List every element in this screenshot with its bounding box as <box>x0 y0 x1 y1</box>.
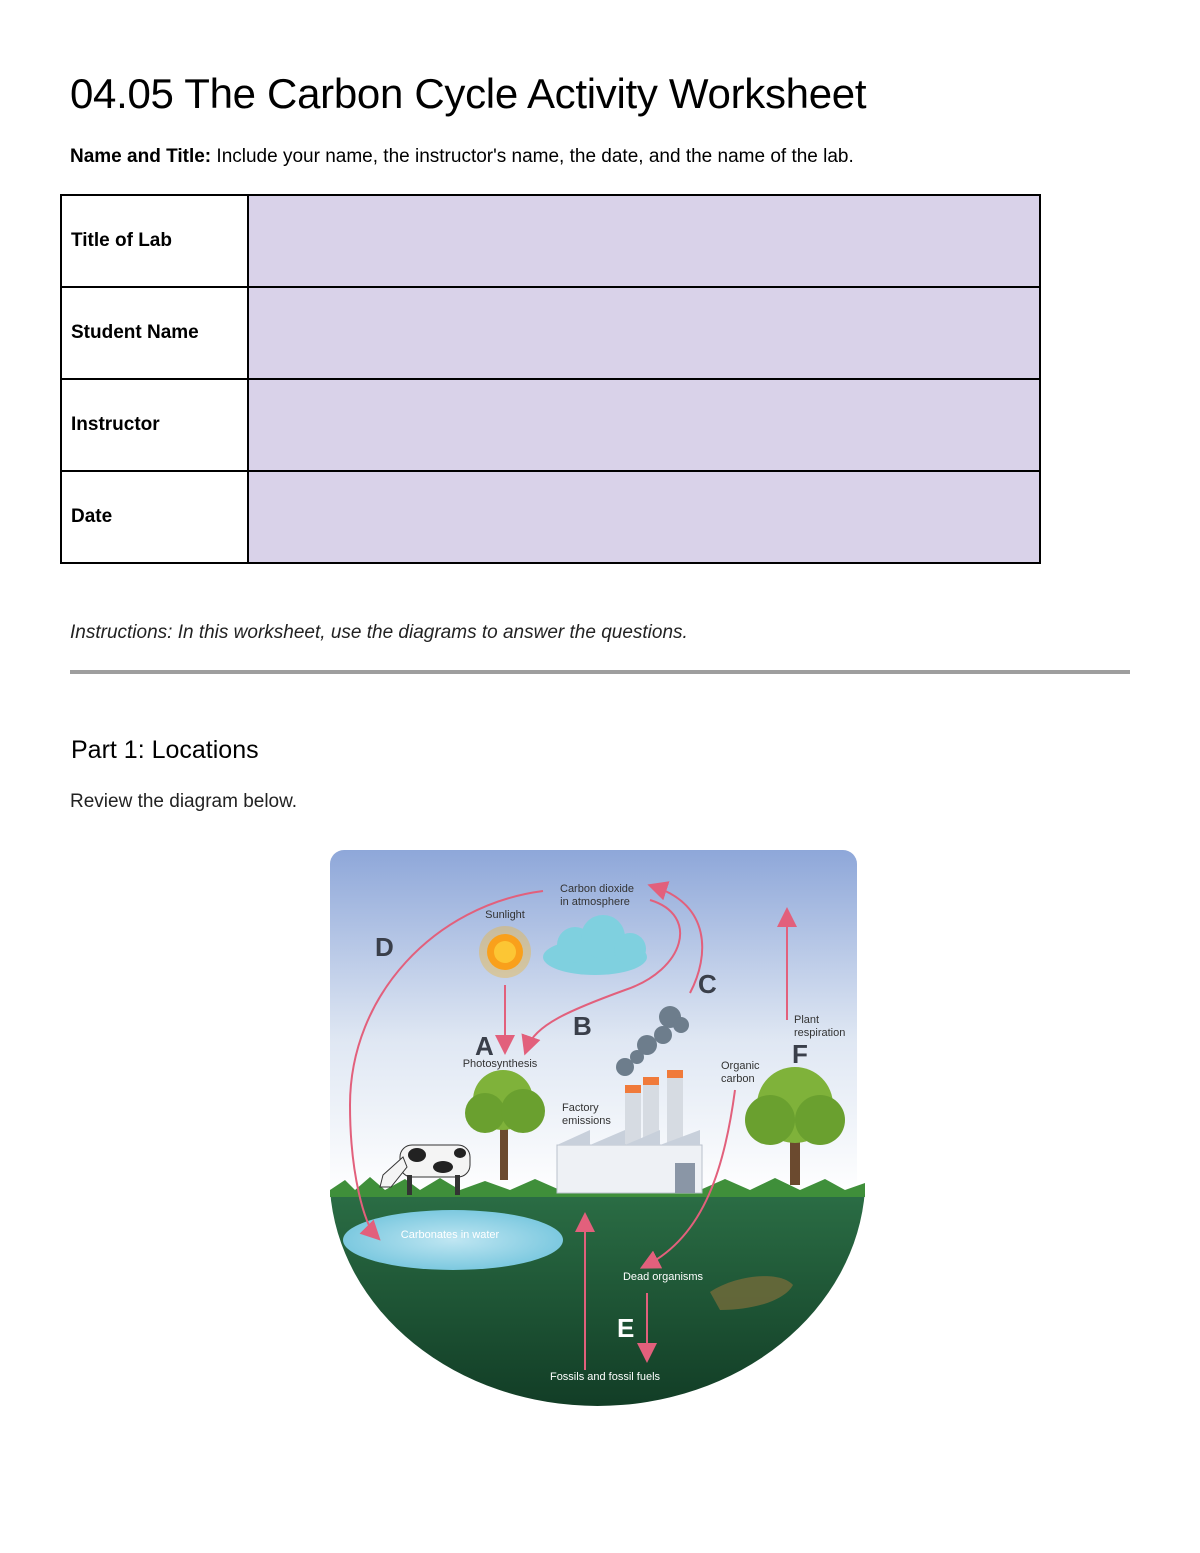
table-row <box>61 287 1040 379</box>
row-label-student-name: Student Name <box>61 287 248 379</box>
letter-d: D <box>375 932 394 962</box>
letter-b: B <box>573 1011 592 1041</box>
co2-label-line1: Carbon dioxide <box>560 883 634 895</box>
row-label-title-of-lab: Title of Lab <box>61 195 248 287</box>
row-label-instructor: Instructor <box>61 379 248 471</box>
letter-c: C <box>698 969 717 999</box>
plant-respiration-label-line1: Plant <box>794 1014 820 1026</box>
plant-respiration-label-line2: respiration <box>794 1027 846 1039</box>
carbon-cycle-diagram <box>325 845 870 1430</box>
intro-text: Include your name, the instructor's name, the date, and the name of the lab. <box>211 146 854 167</box>
sun-icon <box>479 926 531 978</box>
student-info-table <box>60 194 1041 564</box>
organic-carbon-label-line1: Organic <box>721 1060 760 1072</box>
factory-label-line2: emissions <box>562 1115 611 1127</box>
part-1-prompt: Review the diagram below. <box>70 791 298 812</box>
photosynthesis-label: Photosynthesis <box>462 1058 538 1070</box>
sunlight-label: Sunlight <box>485 909 525 921</box>
row-label-date: Date <box>61 471 248 563</box>
page-title: 04.05 The Carbon Cycle Activity Worksheet <box>70 70 867 117</box>
name-and-title-instruction <box>70 146 854 168</box>
part-1-heading: Part 1: Locations <box>71 736 259 764</box>
instructor-field[interactable] <box>248 379 1040 471</box>
student-name-field[interactable] <box>248 287 1040 379</box>
co2-label-line2: in atmosphere <box>560 896 630 908</box>
table-row <box>61 379 1040 471</box>
letter-a: A <box>475 1031 494 1061</box>
table-row <box>61 471 1040 563</box>
dead-organisms-label: Dead organisms <box>622 1271 704 1283</box>
fossils-label: Fossils and fossil fuels <box>549 1371 661 1383</box>
letter-e: E <box>617 1313 635 1343</box>
organic-carbon-label-line2: carbon <box>721 1073 755 1085</box>
table-row <box>61 195 1040 287</box>
instructions-text: Instructions: In this worksheet, use the diagrams to answer the questions. <box>70 622 688 643</box>
factory-label-line1: Factory <box>562 1102 599 1114</box>
title-of-lab-field[interactable] <box>248 195 1040 287</box>
date-field[interactable] <box>248 471 1040 563</box>
carbonates-label: Carbonates in water <box>400 1229 500 1241</box>
letter-f: F <box>792 1039 808 1069</box>
intro-label: Name and Title: <box>70 146 212 167</box>
section-divider <box>70 670 1130 674</box>
